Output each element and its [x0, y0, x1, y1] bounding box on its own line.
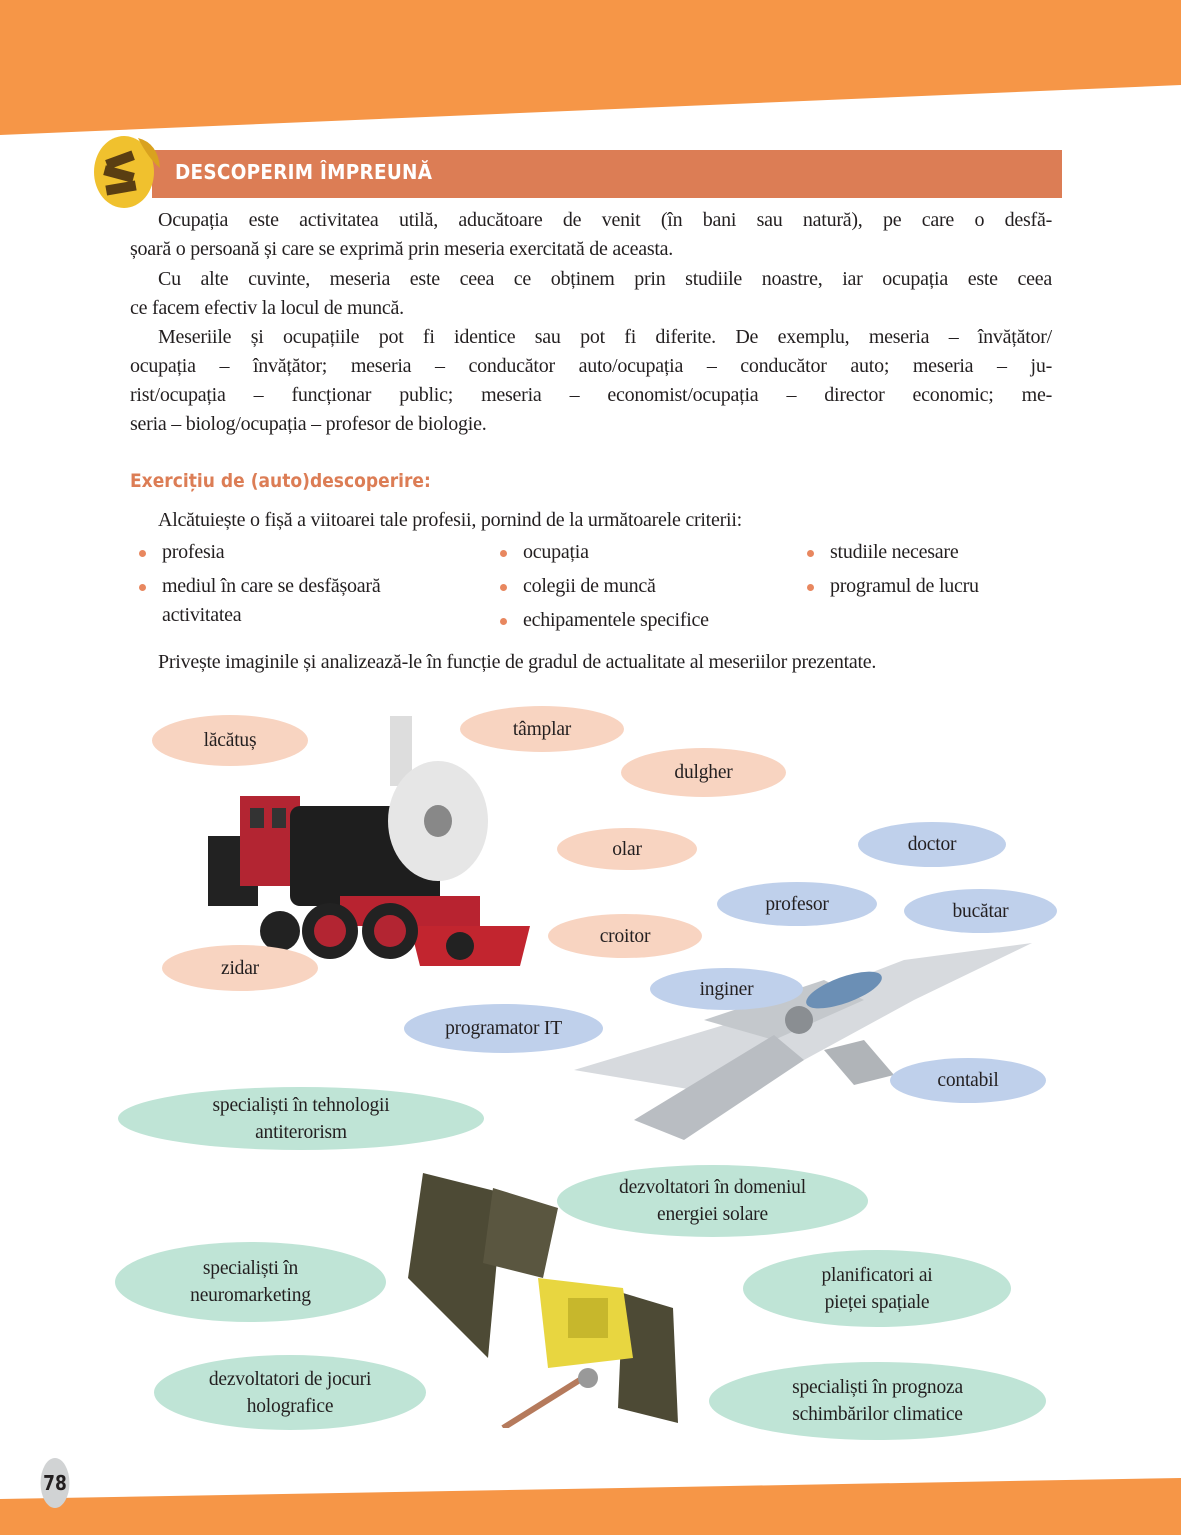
text-line: ce facem efectiv la locul de muncă.: [130, 297, 404, 319]
occupation-future: specialiști în neuromarketing: [115, 1242, 386, 1322]
exercise-instruction: Alcătuiește o fișă a viitoarei tale profesii, pornind de la următoarele criterii:: [158, 509, 742, 531]
bottom-orange-band: [0, 1478, 1181, 1535]
books-icon: [88, 133, 164, 209]
criteria-item: profesia: [137, 538, 224, 567]
text-line: seria – biolog/ocupația – profesor de biologie.: [130, 413, 487, 435]
criteria-item: programul de lucru: [805, 572, 979, 601]
exercise-title: Exercițiu de (auto)descoperire:: [130, 470, 431, 492]
criteria-item: mediul în care se desfășoară activitatea: [137, 572, 462, 630]
occupation-future: dezvoltatori de jocuri holografice: [154, 1355, 426, 1430]
text-line: șoară o persoană și care se exprimă prin meseria exercitată de aceasta.: [130, 238, 674, 260]
text-line: Meseriile și ocupațiile pot fi identice sau pot fi diferite. De exemplu, meseria – învățător/: [158, 326, 1052, 348]
text-line: Cu alte cuvinte, meseria este ceea ce obținem prin studiile noastre, iar ocupația este ceea: [158, 268, 1052, 290]
top-orange-band: [0, 0, 1181, 135]
criteria-item: ocupația: [498, 538, 589, 567]
occupation-future: specialiști în prognoza schimbărilor climatice: [709, 1362, 1046, 1440]
occupation-present: bucătar: [904, 889, 1057, 933]
occupation-past: croitor: [548, 914, 702, 958]
occupation-future: dezvoltatori în domeniul energiei solare: [557, 1165, 868, 1237]
occupation-present: doctor: [858, 822, 1006, 867]
occupation-past: dulgher: [621, 748, 786, 797]
section-title: DESCOPERIM ÎMPREUNĂ: [175, 160, 433, 184]
occupation-past: zidar: [162, 945, 318, 991]
occupation-past: olar: [557, 828, 697, 870]
criteria-item: studiile necesare: [805, 538, 958, 567]
occupation-past: lăcătuș: [152, 715, 308, 766]
occupation-present: inginer: [650, 968, 803, 1010]
text-line: rist/ocupația – funcționar public; meseria – economist/ocupația – director economic; me-: [130, 384, 1052, 406]
page-number: 78: [41, 1458, 70, 1508]
fighter-jet-image: [574, 940, 1034, 1140]
exercise-prompt: Privește imaginile și analizează-le în funcție de gradul de actualitate al meseriilor prezentate.: [158, 651, 877, 673]
occupation-future: specialiști în tehnologii antiterorism: [118, 1087, 484, 1150]
occupation-past: tâmplar: [460, 706, 624, 752]
occupation-present: programator IT: [404, 1004, 603, 1053]
occupation-present: profesor: [717, 882, 877, 926]
criteria-item: echipamentele specifice: [498, 606, 709, 635]
text-line: ocupația – învățător; meseria – conducător auto/ocupația – conducător auto; meseria – ju-: [130, 355, 1052, 377]
criteria-item: colegii de muncă: [498, 572, 656, 601]
text-line: Ocupația este activitatea utilă, aducătoare de venit (în bani sau natură), pe care o desfă-: [158, 209, 1052, 231]
occupation-present: contabil: [890, 1058, 1046, 1103]
occupation-future: planificatori ai pieței spațiale: [743, 1250, 1011, 1327]
